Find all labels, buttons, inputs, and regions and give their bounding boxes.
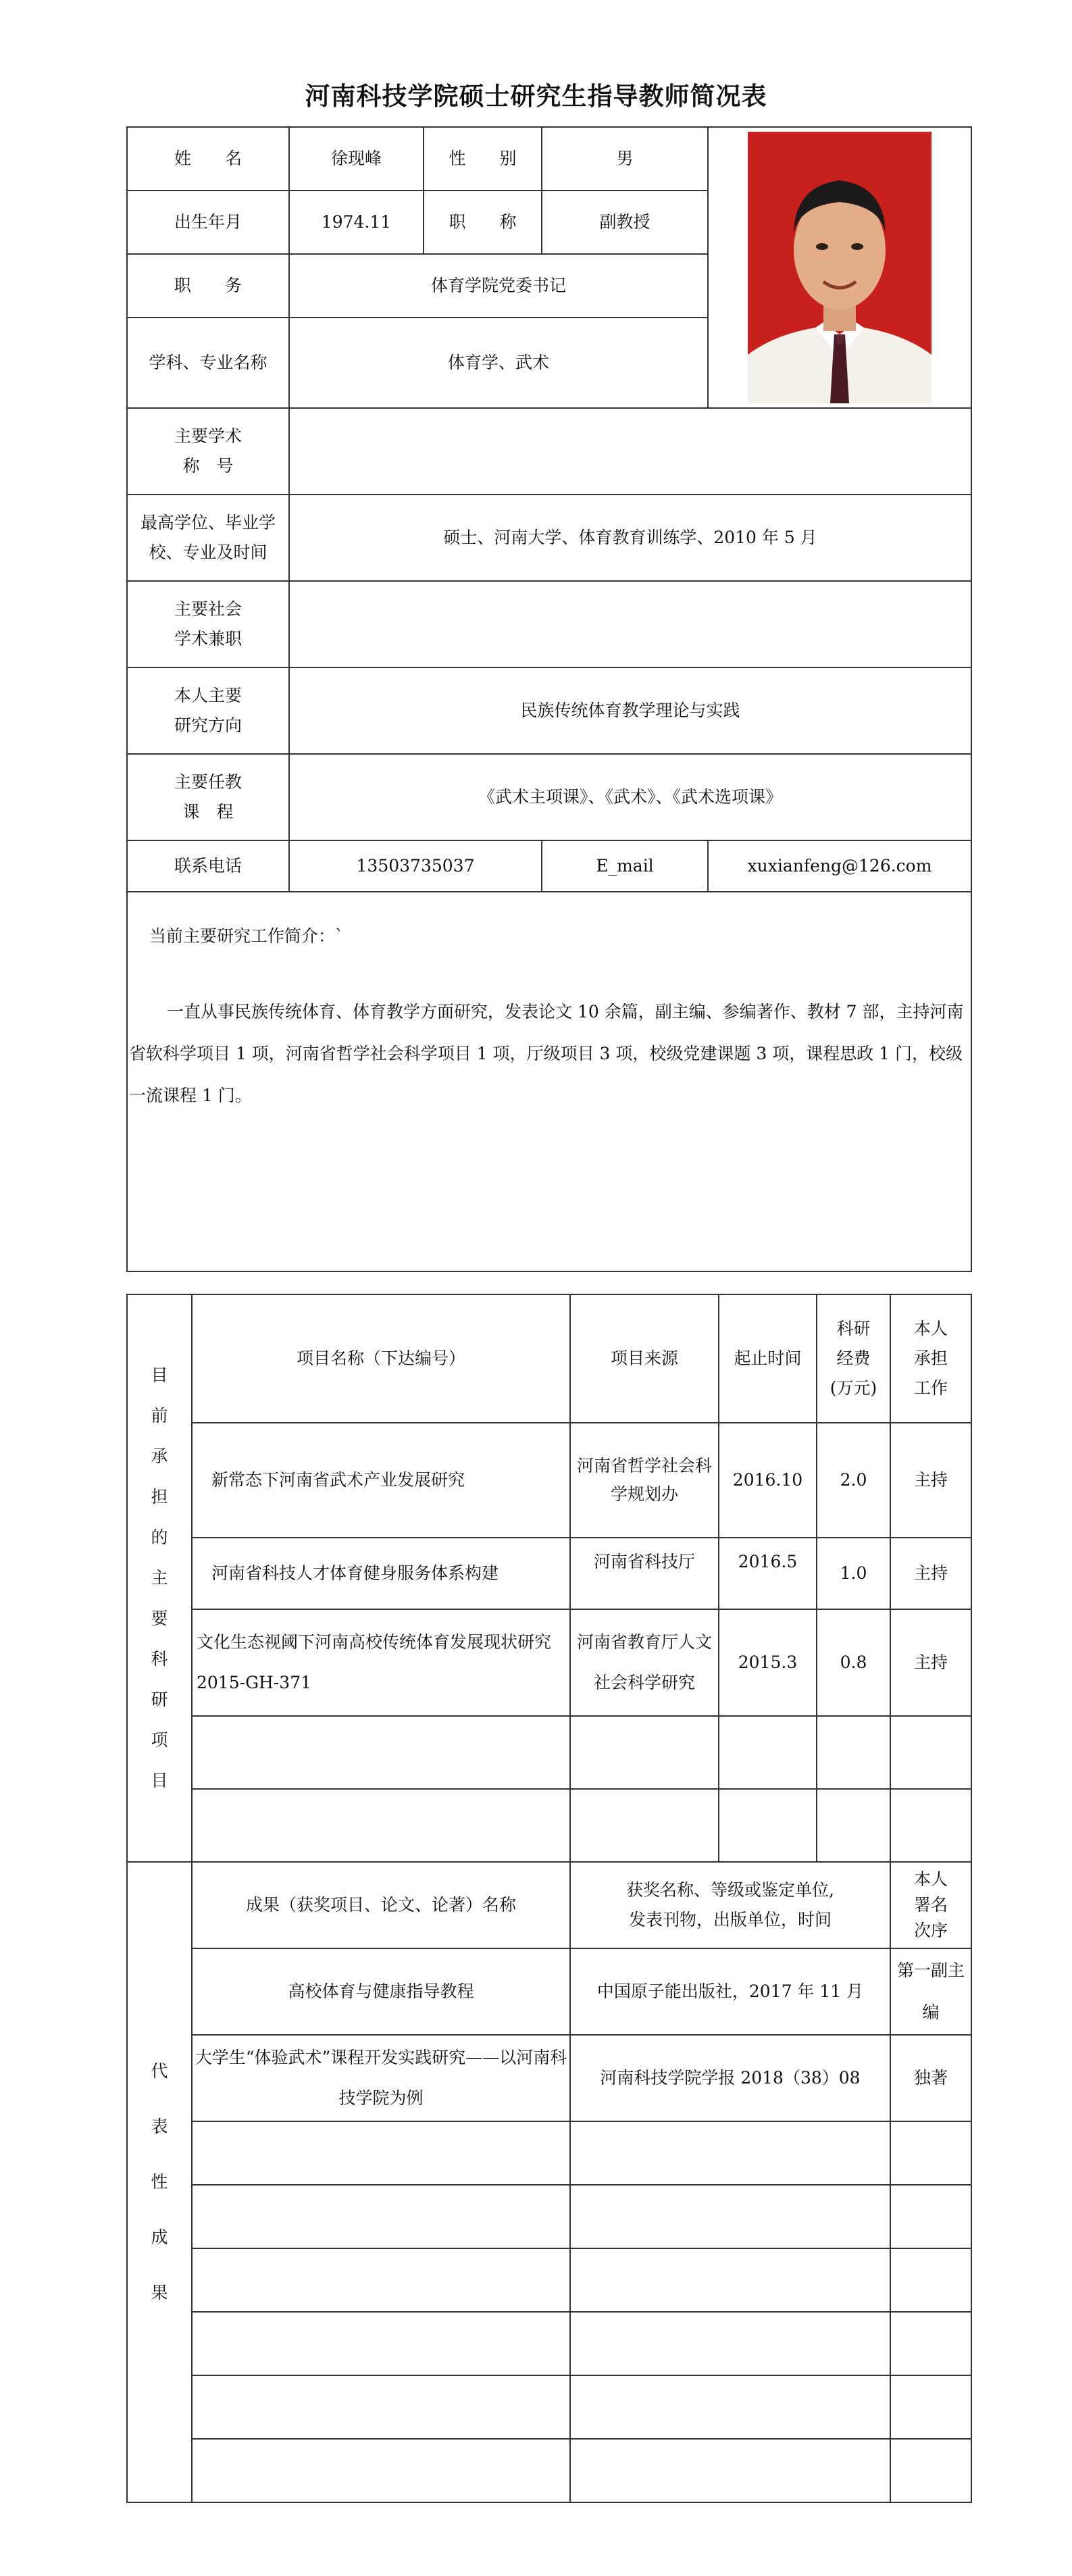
research-label-line1: 本人主要	[174, 686, 242, 705]
projects-header-role	[890, 1294, 971, 1423]
project-source: 河南省哲学社会科学规划办	[570, 1423, 719, 1538]
achievement-row-empty	[127, 2185, 971, 2248]
gender-value: 男	[542, 127, 708, 191]
project-row	[127, 1423, 971, 1538]
empty-cell	[192, 2248, 570, 2312]
achievements-header-order	[890, 1862, 971, 1948]
achievements-side-char: 表	[151, 2117, 168, 2136]
research-value: 民族传统体育教学理论与实践	[289, 667, 971, 754]
empty-cell	[890, 2312, 971, 2375]
society-label-line1: 主要社会	[174, 599, 242, 619]
society-label	[127, 581, 289, 667]
rank-value: 副教授	[542, 191, 708, 254]
profile-table	[126, 126, 972, 1272]
projects-side-label	[127, 1294, 192, 1862]
academic-title-label	[127, 408, 289, 495]
empty-cell	[890, 1789, 971, 1862]
role-header-line: 本人	[913, 1319, 948, 1338]
courses-label	[127, 754, 289, 840]
courses-value: 《武术主项课》、《武术》、《武术选项课》	[289, 754, 971, 840]
research-intro	[127, 892, 971, 1271]
project-row-empty	[127, 1789, 971, 1862]
empty-cell	[890, 2375, 971, 2439]
portrait-illustration	[748, 132, 931, 403]
detail-header-line: 获奖名称、等级或鉴定单位,	[626, 1880, 834, 1900]
empty-cell	[817, 1716, 890, 1789]
research-label	[127, 667, 289, 754]
projects-side-char: 科	[151, 1649, 168, 1669]
email-label: E_mail	[542, 840, 708, 892]
courses-label-line2: 课 程	[182, 802, 234, 822]
project-time: 2016.10	[719, 1423, 817, 1538]
academic-title-label-line2: 称 号	[182, 456, 234, 476]
projects-header-name: 项目名称（下达编号）	[192, 1294, 570, 1423]
empty-cell	[890, 1716, 971, 1789]
achievement-name: 大学生“体验武术”课程开发实践研究——以河南科技学院为例	[192, 2035, 570, 2121]
projects-achievements-table	[126, 1294, 972, 2503]
order-header-line: 本人	[913, 1869, 948, 1889]
project-funds: 2.0	[817, 1423, 890, 1538]
achievement-row-empty	[127, 2439, 971, 2502]
degree-label-line2: 校、专业及时间	[149, 542, 267, 562]
role-header-line: 工作	[913, 1378, 948, 1398]
project-role: 主持	[890, 1609, 971, 1716]
achievement-row	[127, 1948, 971, 2035]
phone-value: 13503735037	[289, 840, 542, 892]
achievement-row-empty	[127, 2248, 971, 2312]
courses-label-line1: 主要任教	[174, 772, 242, 792]
empty-cell	[570, 1789, 719, 1862]
duty-label: 职 务	[127, 254, 289, 318]
empty-cell	[570, 2248, 890, 2312]
empty-cell	[719, 1716, 817, 1789]
empty-cell	[192, 1716, 570, 1789]
empty-cell	[817, 1789, 890, 1862]
empty-cell	[570, 2439, 890, 2502]
research-label-line2: 研究方向	[174, 715, 242, 735]
empty-cell	[570, 2185, 890, 2248]
funds-header-line: 经费	[836, 1348, 871, 1368]
order-header-line: 次序	[913, 1921, 948, 1940]
detail-header-line: 发表刊物，出版单位，时间	[628, 1910, 832, 1929]
achievement-row-empty	[127, 2375, 971, 2439]
project-funds: 1.0	[817, 1538, 890, 1609]
role-header-line: 承担	[913, 1348, 948, 1368]
projects-side-char: 研	[151, 1690, 168, 1709]
project-row-empty	[127, 1716, 971, 1789]
empty-cell	[192, 2375, 570, 2439]
project-name: 新常态下河南省武术产业发展研究	[192, 1423, 570, 1538]
project-time: 2015.3	[719, 1609, 817, 1716]
project-funds: 0.8	[817, 1609, 890, 1716]
achievement-row-empty	[127, 2312, 971, 2375]
empty-cell	[890, 2439, 971, 2502]
empty-cell	[192, 2185, 570, 2248]
empty-cell	[192, 1789, 570, 1862]
project-source: 河南省教育厅人文社会科学研究	[570, 1609, 719, 1716]
achievements-side-label	[127, 1862, 192, 2502]
page-title: 河南科技学院硕士研究生指导教师简况表	[305, 82, 767, 111]
degree-value: 硕士、河南大学、体育教育训练学、2010 年 5 月	[289, 495, 971, 581]
projects-side-char: 项	[151, 1730, 168, 1750]
achievements-header-name: 成果（获奖项目、论文、论著）名称	[192, 1862, 570, 1948]
subject-value: 体育学、武术	[289, 318, 708, 408]
birth-value: 1974.11	[289, 191, 424, 254]
society-label-line2: 学术兼职	[174, 629, 242, 649]
projects-side-char: 承	[151, 1446, 168, 1466]
phone-label: 联系电话	[127, 840, 289, 892]
name-label: 姓 名	[127, 127, 289, 191]
research-intro-heading: 当前主要研究工作简介：`	[149, 926, 344, 946]
achievement-order: 独著	[890, 2035, 971, 2121]
society-value	[289, 581, 971, 667]
projects-side-char: 前	[151, 1406, 168, 1425]
funds-header-line: (万元)	[829, 1378, 877, 1398]
projects-side-char: 目	[151, 1365, 168, 1385]
research-intro-body: 一直从事民族传统体育、体育教学方面研究，发表论文 10 余篇，副主编、参编著作、教材 7 部，主持河南省软科学项目 1 项，河南省哲学社会科学项目 1 项，厅级项目 3 项，校级党建课题 3 项，课程思政 1 门，校级一流课程 1 门。	[129, 1002, 964, 1105]
project-role: 主持	[890, 1538, 971, 1609]
funds-header-line: 科研	[836, 1319, 871, 1338]
empty-cell	[890, 2121, 971, 2185]
achievement-detail: 河南科技学院学报 2018（38）08	[570, 2035, 890, 2121]
project-name: 河南省科技人才体育健身服务体系构建	[192, 1538, 570, 1609]
empty-cell	[570, 2375, 890, 2439]
achievement-row	[127, 2035, 971, 2121]
academic-title-label-line1: 主要学术	[174, 426, 242, 446]
order-header-line: 署名	[913, 1895, 948, 1915]
academic-title-value	[289, 408, 971, 495]
achievement-row-empty	[127, 2121, 971, 2185]
project-time: 2016.5	[719, 1538, 817, 1609]
birth-label: 出生年月	[127, 191, 289, 254]
empty-cell	[719, 1789, 817, 1862]
subject-label: 学科、专业名称	[127, 318, 289, 408]
projects-header-funds	[817, 1294, 890, 1423]
project-row	[127, 1538, 971, 1609]
rank-label: 职 称	[424, 191, 542, 254]
achievements-side-char: 成	[151, 2227, 168, 2247]
projects-header-source: 项目来源	[570, 1294, 719, 1423]
achievement-order: 第一副主编	[890, 1948, 971, 2035]
project-name: 文化生态视阈下河南高校传统体育发展现状研究 2015-GH-371	[192, 1609, 570, 1716]
achievements-side-char: 代	[151, 2061, 168, 2081]
projects-side-char: 要	[151, 1609, 168, 1628]
empty-cell	[570, 2312, 890, 2375]
name-value: 徐现峰	[289, 127, 424, 191]
duty-value: 体育学院党委书记	[289, 254, 708, 318]
project-role: 主持	[890, 1423, 971, 1538]
empty-cell	[570, 1716, 719, 1789]
project-source: 河南省科技厅	[570, 1538, 719, 1609]
degree-label-line1: 最高学位、毕业学	[140, 513, 276, 532]
degree-label	[127, 495, 289, 581]
empty-cell	[890, 2185, 971, 2248]
achievement-name: 高校体育与健康指导教程	[192, 1948, 570, 2035]
achievements-header-detail	[570, 1862, 890, 1948]
empty-cell	[890, 2248, 971, 2312]
projects-side-char: 的	[151, 1527, 168, 1547]
projects-side-char: 担	[151, 1487, 168, 1507]
empty-cell	[570, 2121, 890, 2185]
gender-label: 性 别	[424, 127, 542, 191]
project-row	[127, 1609, 971, 1716]
portrait-photo	[748, 132, 931, 403]
achievements-side-char: 性	[151, 2172, 168, 2192]
projects-side-char: 目	[151, 1771, 168, 1790]
achievements-side-char: 果	[151, 2283, 168, 2302]
empty-cell	[192, 2439, 570, 2502]
projects-side-char: 主	[151, 1568, 168, 1588]
photo-cell	[708, 127, 971, 408]
projects-header-time: 起止时间	[719, 1294, 817, 1423]
empty-cell	[192, 2312, 570, 2375]
empty-cell	[192, 2121, 570, 2185]
achievement-detail: 中国原子能出版社，2017 年 11 月	[570, 1948, 890, 2035]
email-value: xuxianfeng@126.com	[708, 840, 971, 892]
